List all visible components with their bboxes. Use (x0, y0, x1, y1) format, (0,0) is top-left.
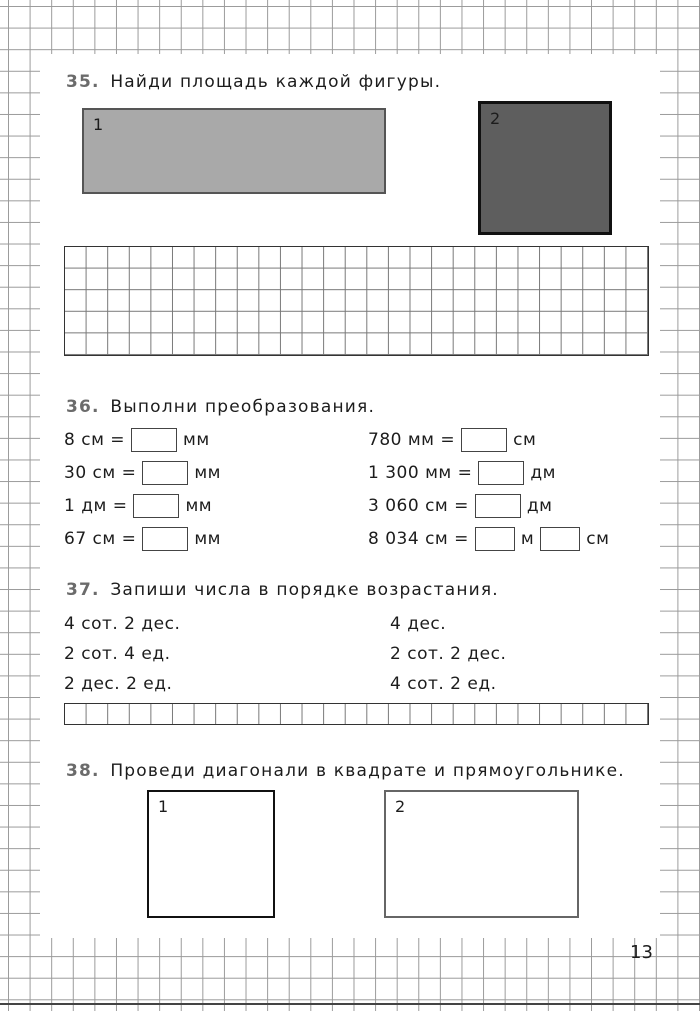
conversion-expression: 67 см = (64, 529, 137, 549)
task-38-square-label: 1 (158, 797, 169, 816)
answer-box[interactable] (475, 494, 521, 518)
conversion-row (64, 428, 210, 452)
answer-box[interactable] (131, 428, 177, 452)
task-37-text: Запиши числа в порядке возрастания. (110, 580, 499, 600)
task-38-number: 38. (66, 761, 100, 781)
answer-box[interactable] (142, 527, 188, 551)
answer-box[interactable] (475, 527, 515, 551)
task-38-rectangle-label: 2 (395, 797, 406, 816)
conversion-row (64, 527, 221, 551)
number-item: 4 сот. 2 дес. (64, 614, 181, 634)
conversion-expression: 8 034 см = (368, 529, 469, 549)
task-37-number: 37. (66, 580, 100, 600)
answer-box[interactable] (142, 461, 188, 485)
conversion-unit: мм (183, 430, 210, 450)
conversion-expression: 1 300 мм = (368, 463, 473, 483)
task-36-heading (66, 397, 375, 417)
task-38-text: Проведи диагонали в квадрате и прямоугольнике. (110, 761, 625, 781)
task-35-text: Найди площадь каждой фигуры. (110, 72, 442, 92)
number-item: 2 дес. 2 ед. (64, 674, 173, 694)
page-number: 13 (630, 942, 653, 963)
conversion-unit: дм (530, 463, 556, 483)
conversion-unit: мм (194, 529, 222, 549)
task-37-heading (66, 580, 499, 600)
task-36-text: Выполни преобразования. (110, 397, 376, 417)
conversion-unit: см (513, 430, 537, 450)
conversion-expression: 780 мм = (368, 430, 456, 450)
task-35-rectangle-label: 1 (93, 115, 104, 134)
conversion-unit: мм (194, 463, 222, 483)
task-35-heading (66, 72, 441, 92)
conversion-unit: дм (526, 496, 553, 516)
conversion-unit: мм (185, 496, 213, 516)
task-36-number: 36. (66, 397, 100, 417)
conversion-expression: 30 см = (64, 463, 137, 483)
number-item: 4 дес. (390, 614, 447, 634)
conversion-row (64, 461, 221, 485)
task-35-number: 35. (66, 72, 100, 92)
task-35-rectangle (82, 108, 386, 194)
task-35-answer-grid[interactable] (64, 246, 649, 356)
conversion-row (368, 494, 552, 518)
conversion-unit: м (520, 529, 535, 549)
conversion-unit: см (586, 529, 610, 549)
bottom-rule (0, 1003, 700, 1005)
conversion-row (368, 527, 609, 551)
conversion-row (64, 494, 212, 518)
conversion-row (368, 428, 536, 452)
task-37-answer-strip[interactable] (64, 703, 649, 725)
task-35-square (478, 101, 612, 235)
answer-box[interactable] (540, 527, 580, 551)
answer-box[interactable] (478, 461, 524, 485)
conversion-row (368, 461, 556, 485)
number-item: 4 сот. 2 ед. (390, 674, 497, 694)
task-35-square-label: 2 (490, 109, 501, 128)
number-item: 2 сот. 2 дес. (390, 644, 507, 664)
conversion-expression: 8 см = (64, 430, 126, 450)
conversion-expression: 1 дм = (64, 496, 128, 516)
answer-box[interactable] (461, 428, 507, 452)
task-38-square[interactable] (147, 790, 275, 918)
conversion-expression: 3 060 см = (368, 496, 469, 516)
task-38-heading (66, 761, 625, 781)
answer-box[interactable] (133, 494, 179, 518)
task-38-rectangle[interactable] (384, 790, 579, 918)
number-item: 2 сот. 4 ед. (64, 644, 171, 664)
